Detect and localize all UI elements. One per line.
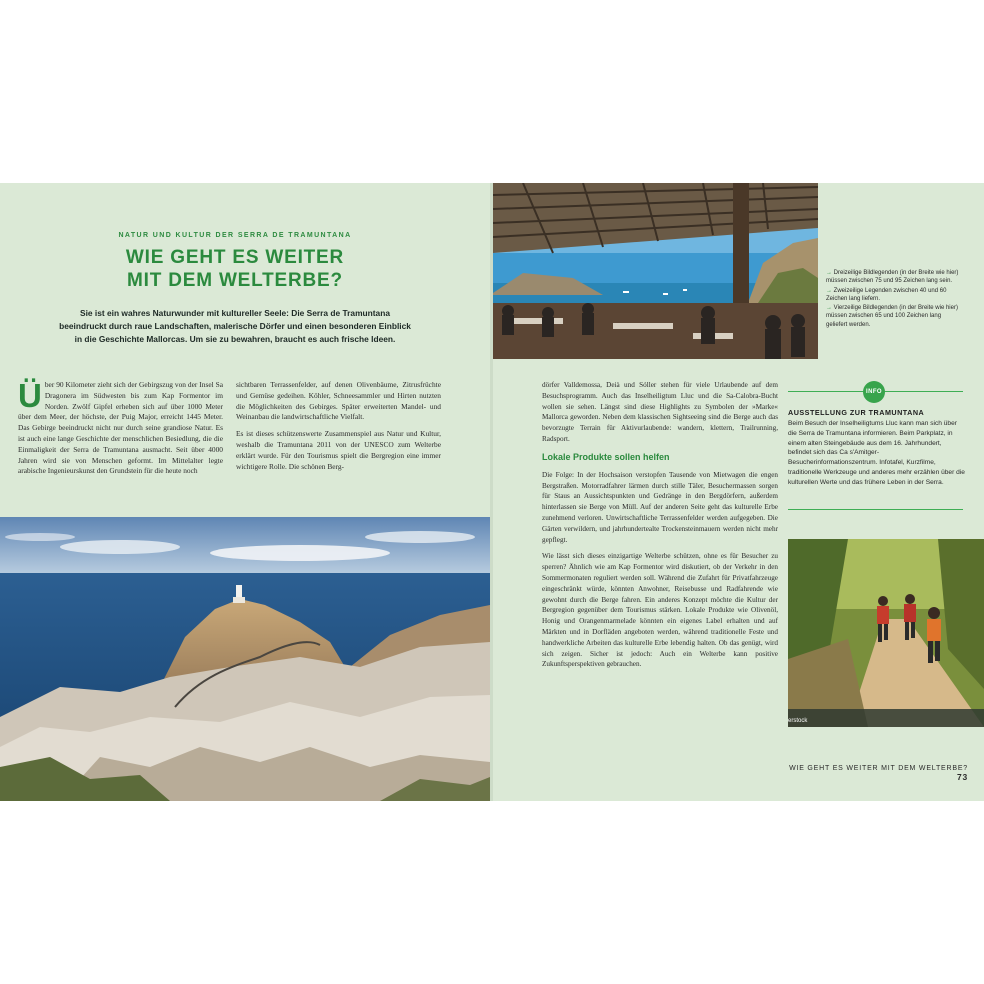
arrow-icon: → [826,270,832,276]
section-subhead: Lokale Produkte sollen helfen [542,451,670,462]
caption-text: Dreizeilige Bildlegenden (in der Breite wie hier) müssen zwischen 75 und 95 Zeichen lang sein. [826,270,959,285]
info-text: Beim Besuch der Inselheiligtums Lluc kann man sich über die Serra de Tramuntana informieren. Beim Parkplatz, in einem alten Steingebäude aus dem 16. Jahrhundert, befindet sich das Ca s'Amitger-Besucherinformationszentrum. Infotafel, Kurzfilme, traditionelle Werkzeuge und anderes mehr erzählen über die kulturellen Werte und das frühere Leben in der Serra. [788,420,965,486]
body-text: ber 90 Kilometer zieht sich der Gebirgszug von der Insel Sa Dragonera im Südwesten bis zum Kap Formentor im Norden. Zwölf Gipfel erheben sich auf über 1000 Meter über dem Meer, der höchste, der Puig Major, erreicht 1445 Meter. Das Gebirge beeindruckt nicht nur durch seine grandiose Natur. Es ist auch eine lange Geschichte der menschlichen Besiedlung, die die Einmaligkeit der Serra de Tramuntana ausmacht. Seit über 4000 Jahren wird sie von Menschen geformt. Im Mittelalter legte arabische Ingenieurskunst den Grundstein für die heute noch [18,380,223,476]
cape-formentor-photo [0,517,490,801]
info-bottom-rule [788,509,963,510]
headline [60,246,410,292]
body-paragraph [18,377,223,477]
kicker: NATUR UND KULTUR DER SERRA DE TRAMUNTANA [118,232,352,239]
terrace-photo [493,183,818,359]
caption-3 [826,304,964,329]
body-paragraph: Wie lässt sich dieses einzigartige Welterbe schützen, ohne es für Besucher zu sperren? Ähnlich wie am Kap Formentor wird diskutiert, ob der Verkehr in den Sommermonaten reguliert werden soll. Während die Zufahrt für Privatfahrzeuge eingeschränkt würde, könnten Anwohner, Reisebusse und Radfahrende wie gewohnt durch die Berge fahren. Ein anderes Konzept möchte die Kultur der Bergregion gegenüber dem Tourismus stärken. Lokale Produkte wie Olivenöl, Honig und Orangenmarmelade könnten ein eigenes Label erhalten und auf Märkten und in Dorfläden angeboten werden, während traditionelle Feste und handwerkliche Arbeiten das kulturelle Erbe lebendig halten. Ob das genügt, wird sich zeigen. Sicher ist jedoch: Auch ein Welterbe kann positive Zukunftsperspektiven gebrauchen. [542,552,778,669]
right-column [542,380,778,676]
drop-cap: Ü [18,377,42,414]
headline-line-2: MIT DEM WELTERBE? [127,270,343,291]
headline-line-1: WIE GEHT ES WEITER [125,247,345,268]
body-paragraph: sichtbaren Terrassenfelder, auf denen Olivenbäume, Zitrusfrüchte und Gemüse gedeihen. Köhler, Schneesammler und Hirten nutzten die Möglichkeiten des Gebirges. Später erweiterten Mandel- und Weinanbau die landwirtschaftliche Vielfalt. [236,380,441,422]
caption-text: Vierzeilige Bildlegenden (in der Breite wie hier) müssen zwischen 65 und 100 Zeichen lang geliefert werden. [826,305,958,328]
page-number: 73 [956,772,968,782]
page-footer [788,765,968,782]
body-paragraph: dörfer Valldemossa, Deià und Sóller stehen für viele Urlaubende auf dem Besuchsprogramm. Auch das Inselheiligtum Lluc und die Sa-Calobra-Bucht wollen sie sehen. Längst sind diese Highlights zu Symbolen der »Marke« Mallorca geworden. Neben dem klassischen Sightseeing sind die Berge auch das bevorzugte Terrain für Aktivurlaubende: wandern, klettern, Trailrunning, Radsport. [542,381,778,443]
info-badge: INFO [863,381,885,403]
caption-1 [826,269,964,286]
footer-title: WIE GEHT ES WEITER MIT DEM WELTERBE? [789,765,968,772]
body-paragraph: Es ist dieses schützenswerte Zusammenspiel aus Natur und Kultur, weshalb die Tramuntana 2011 von der UNESCO zum Welterbe erklärt wurde. Für den Tourismus spielt die Bergregion eine immer wichtigere Rolle. Die schönen Berg- [236,429,441,471]
trail-runners-photo [788,539,984,727]
magazine-spread [0,183,984,801]
left-column-2 [236,380,441,478]
caption-text: Zweizeilige Legenden zwischen 40 und 60 Zeichen lang liefern. [826,287,947,302]
photo-credit: erstock [788,718,808,724]
left-column-1 [18,377,223,483]
arrow-icon: → [826,305,832,312]
body-paragraph: Die Folge: In der Hochsaison verstopfen Tausende von Mietwagen die engen Bergstraßen. Motorradfahrer lärmen durch stille Täler, Besuchermassen sorgen für Staus an Aussichtspunkten und Gedränge in den Bergdörfern, außerdem hinterlassen sie Berge von Müll. Auf der anderen Seite geht das kulturelle Erbe zunehmend verloren. Unwirtschaftliche Terrassenfelder werden aufgegeben. Die Gärten verwildern, und jahrhundertealte Trockensteinmauern werden nicht mehr gepflegt. [542,470,778,544]
image-captions [826,269,964,330]
caption-2 [826,287,964,304]
info-title: AUSSTELLUNG ZUR TRAMUNTANA [788,408,925,417]
intro-paragraph: Sie ist ein wahres Naturwunder mit kultureller Seele: Die Serra de Tramuntana beeindruckt durch raue Landschaften, malerische Dörfer und einen besonderen Einblick in die Geschichte Mallorcas. Um sie zu bewahren, braucht es auch frische Ideen. [59,308,411,344]
arrow-icon: → [826,287,832,294]
